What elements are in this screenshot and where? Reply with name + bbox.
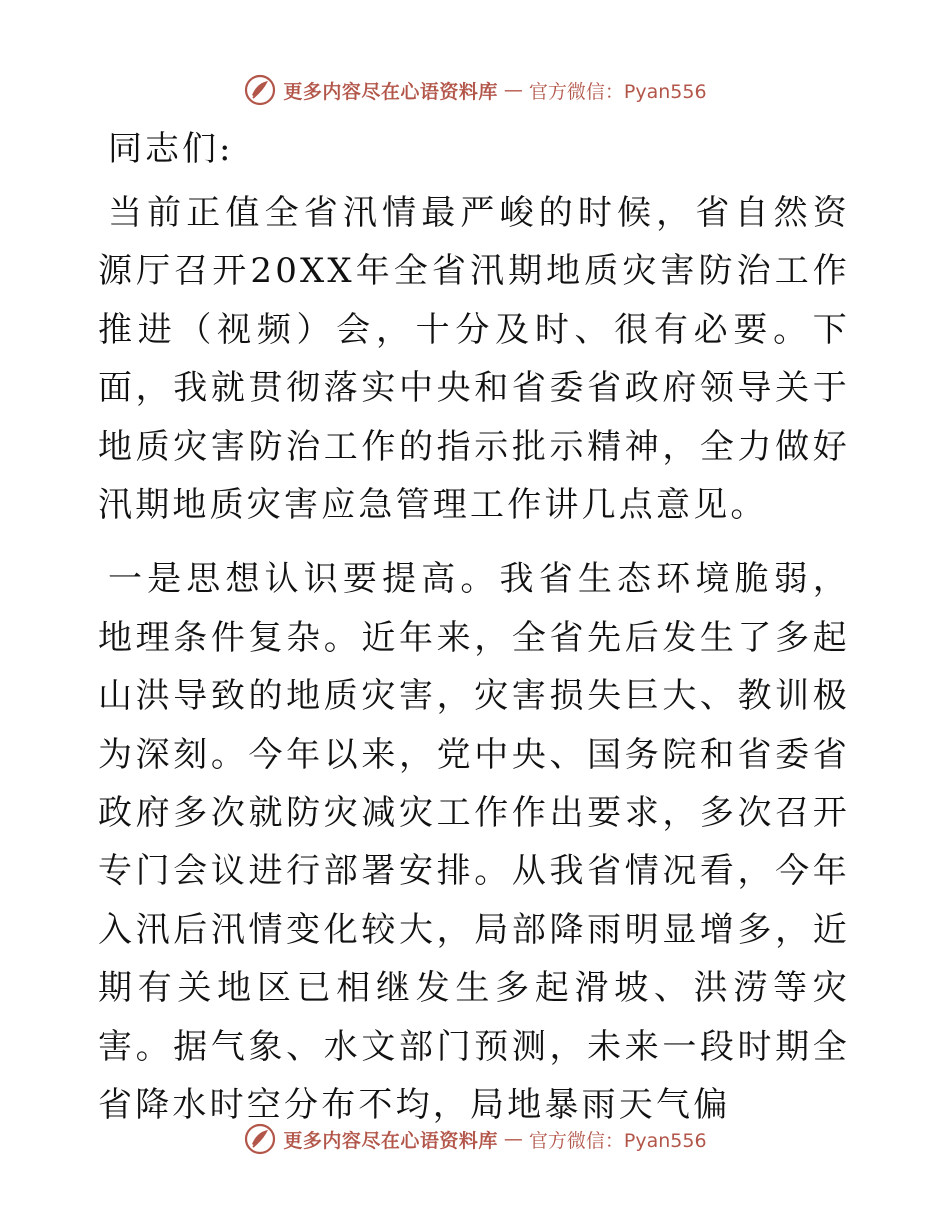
- document-body: [98, 124, 850, 1151]
- greeting: 同志们:: [108, 129, 234, 169]
- header-watermark: [243, 73, 706, 107]
- paragraph-1: 当前正值全省汛情最严峻的时候，省自然资源厅召开20XX年全省汛期地质灾害防治工作推进（视频）会，十分及时、很有必要。下面，我就贯彻落实中央和省委省政府领导关于地质灾害防治工作的指示批示精神，全力做好汛期地质灾害应急管理工作讲几点意见。: [98, 193, 850, 526]
- footer-banner-separator: —: [503, 1128, 523, 1150]
- pen-logo-icon: [243, 73, 277, 107]
- header-banner-text: 更多内容尽在心语资料库: [283, 80, 498, 103]
- header-banner-wechat: 官方微信：Pyan556: [528, 80, 707, 103]
- footer-watermark-banner: [0, 1119, 950, 1159]
- pen-logo-icon: [243, 1122, 277, 1156]
- footer-banner-text: 更多内容尽在心语资料库: [283, 1129, 498, 1152]
- header-banner-separator: —: [503, 79, 523, 101]
- paragraph-2: 一是思想认识要提高。我省生态环境脆弱，地理条件复杂。近年来，全省先后发生了多起山洪导致的地质灾害，灾害损失巨大、教训极为深刻。今年以来，党中央、国务院和省委省政府多次就防灾减灾工作作出要求，多次召开专门会议进行部署安排。从我省情况看，今年入汛后汛情变化较大，局部降雨明显增多，近期有关地区已相继发生多起滑坡、洪涝等灾害。据气象、水文部门预测，未来一段时期全省降水时空分布不均，局地暴雨天气偏: [98, 559, 850, 1126]
- footer-banner-wechat: 官方微信：Pyan556: [528, 1129, 707, 1152]
- header-watermark-banner: [0, 70, 950, 110]
- footer-watermark: [243, 1122, 706, 1156]
